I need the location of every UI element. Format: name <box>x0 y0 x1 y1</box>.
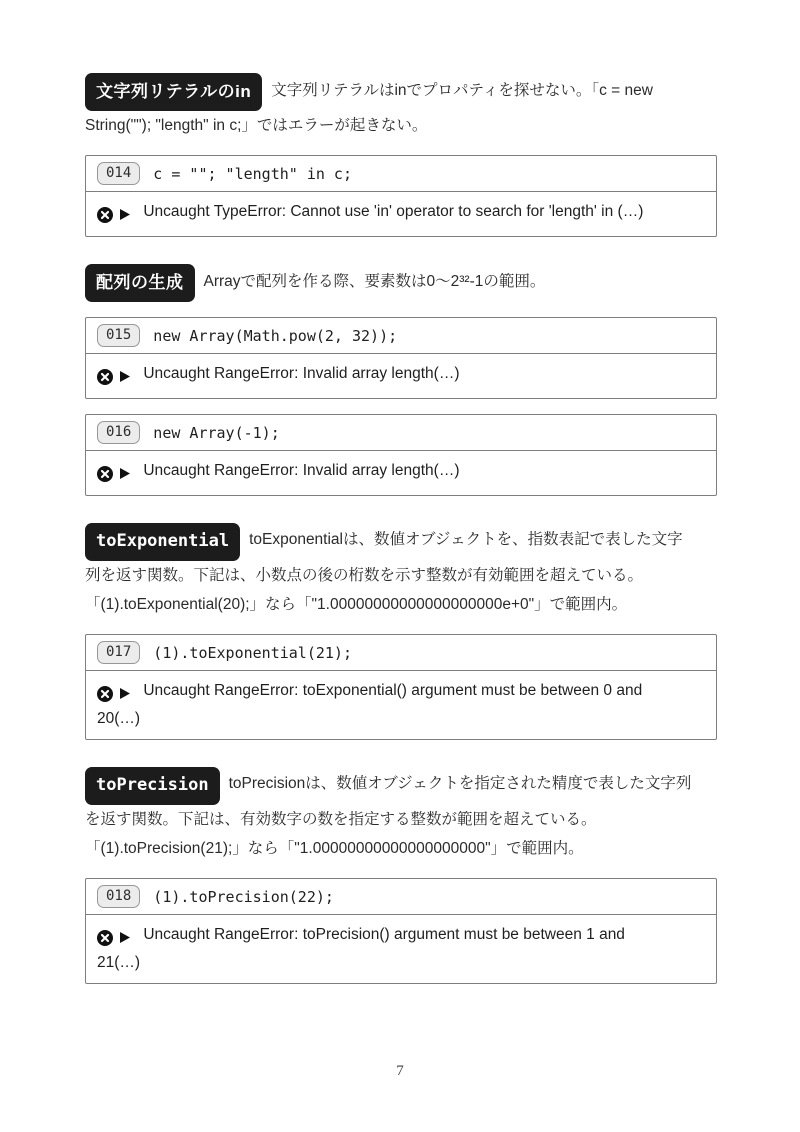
section-header <box>85 73 717 140</box>
section-text: toExponentialは、数値オブジェクトを、指数表記で表した文字 <box>249 531 683 548</box>
console-error-icons <box>97 202 132 228</box>
code-snippet: new Array(-1); <box>153 423 280 442</box>
error-message: Uncaught RangeError: toPrecision() argument must be between 1 and <box>143 926 625 943</box>
section-text: toPrecisionは、数値オブジェクトを指定された精度で表した文字列 <box>228 775 692 792</box>
code-box-014 <box>85 155 717 237</box>
console-error-row <box>86 192 716 236</box>
code-row <box>86 635 716 671</box>
error-icon <box>97 369 113 385</box>
code-row <box>86 156 716 192</box>
section-badge: toPrecision <box>85 767 220 805</box>
section-text: Arrayで配列を作る際、要素数は0〜2³²-1の範囲。 <box>203 273 546 290</box>
section-badge: 配列の生成 <box>85 264 195 302</box>
expand-triangle-icon <box>118 687 132 700</box>
console-error-row <box>86 354 716 398</box>
code-row <box>86 879 716 915</box>
snippet-number-badge: 015 <box>97 324 140 347</box>
section-header <box>85 767 717 863</box>
code-snippet: (1).toPrecision(22); <box>153 887 334 906</box>
snippet-number-badge: 018 <box>97 885 140 908</box>
section-text: 「(1).toPrecision(21);」なら「"1.00000000000000000000"」で範囲内。 <box>85 840 584 857</box>
snippet-number-badge: 014 <box>97 162 140 185</box>
console-error-row <box>86 451 716 495</box>
expand-triangle-icon <box>118 931 132 944</box>
code-snippet: (1).toExponential(21); <box>153 643 352 662</box>
section-array-creation <box>85 264 717 496</box>
expand-triangle-icon <box>118 370 132 383</box>
expand-triangle-icon <box>118 467 132 480</box>
error-icon <box>97 686 113 702</box>
console-error-icons <box>97 461 132 487</box>
error-message: Uncaught TypeError: Cannot use 'in' operator to search for 'length' in (…) <box>143 203 644 220</box>
snippet-number-badge: 017 <box>97 641 140 664</box>
section-header <box>85 523 717 619</box>
code-snippet: new Array(Math.pow(2, 32)); <box>153 326 398 345</box>
section-badge: toExponential <box>85 523 240 561</box>
error-icon <box>97 466 113 482</box>
code-row <box>86 415 716 451</box>
console-error-row <box>86 671 716 739</box>
expand-triangle-icon <box>118 208 132 221</box>
code-box-016 <box>85 414 717 496</box>
section-text: 列を返す関数。下記は、小数点の後の桁数を示す整数が有効範囲を超えている。 <box>85 567 644 584</box>
page-number: 7 <box>396 1063 404 1079</box>
error-message: Uncaught RangeError: toExponential() argument must be between 0 and <box>143 682 643 699</box>
code-box-018 <box>85 878 717 984</box>
code-box-017 <box>85 634 717 740</box>
section-header <box>85 264 717 302</box>
page-content <box>85 0 717 984</box>
console-error-icons <box>97 681 132 707</box>
error-message: Uncaught RangeError: Invalid array length(…) <box>143 365 460 382</box>
section-text: 「(1).toExponential(20);」なら「"1.00000000000000000000e+0"」で範囲内。 <box>85 596 628 613</box>
error-message-continued: 21(…) <box>97 954 141 971</box>
code-snippet: c = ""; "length" in c; <box>153 164 352 183</box>
error-icon <box>97 930 113 946</box>
code-box-015 <box>85 317 717 399</box>
error-message: Uncaught RangeError: Invalid array length(…) <box>143 462 460 479</box>
error-icon <box>97 207 113 223</box>
error-message-continued: 20(…) <box>97 710 141 727</box>
section-string-literal-in <box>85 73 717 237</box>
section-text: を返す関数。下記は、有効数字の数を指定する整数が範囲を超えている。 <box>85 811 597 828</box>
code-row <box>86 318 716 354</box>
snippet-number-badge: 016 <box>97 421 140 444</box>
section-badge: 文字列リテラルのin <box>85 73 262 111</box>
section-toprecision <box>85 767 717 984</box>
section-text: 文字列リテラルはinでプロパティを探せない。「c = new <box>271 82 653 99</box>
console-error-icons <box>97 925 132 951</box>
console-error-row <box>86 915 716 983</box>
section-toexponential <box>85 523 717 740</box>
console-error-icons <box>97 364 132 390</box>
section-text: String(""); "length" in c;」ではエラーが起きない。 <box>85 117 428 134</box>
